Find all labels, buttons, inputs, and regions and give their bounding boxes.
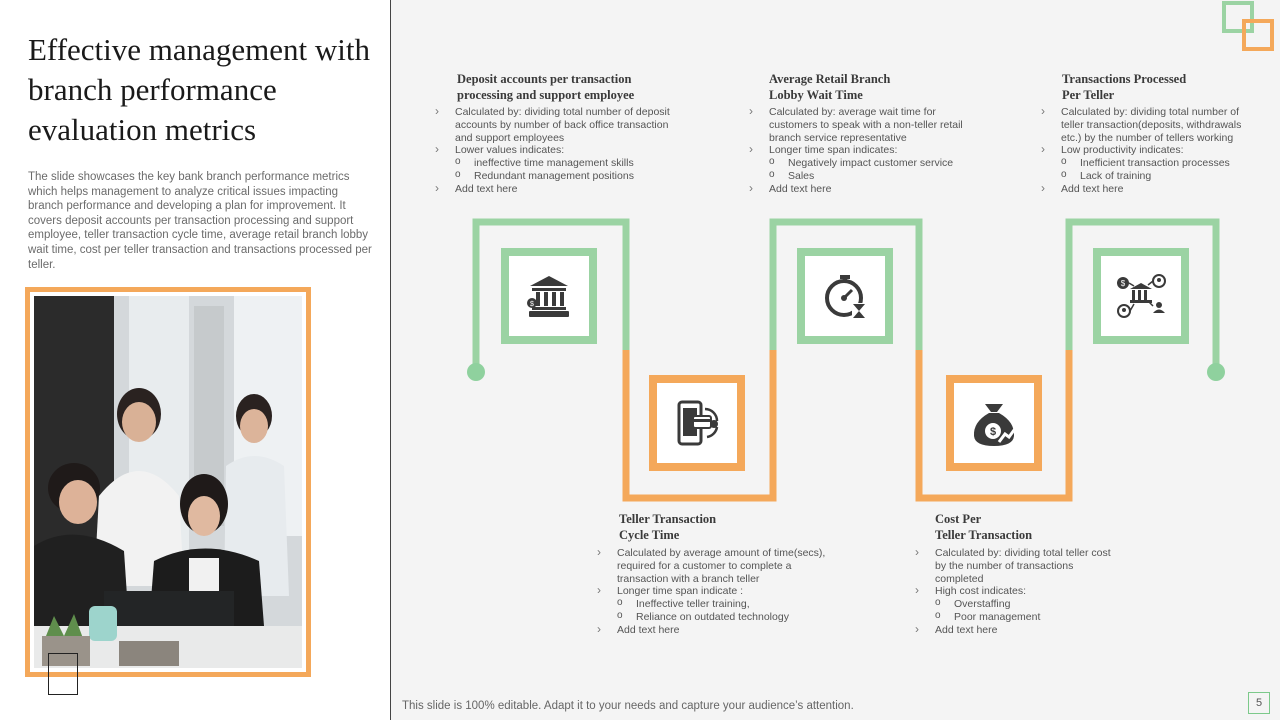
footer-note: This slide is 100% editable. Adapt it to your needs and capture your audience’s attention. (402, 700, 854, 712)
bullet: › Add text here (749, 183, 984, 196)
svg-text:$: $ (1120, 279, 1126, 288)
bullet: › Add text here (597, 624, 827, 637)
sub-bullet: o Overstaffing (935, 598, 1120, 611)
metric-heading-line2: Cycle Time (619, 528, 680, 542)
metric-heading-line2: Per Teller (1062, 88, 1115, 102)
bullet-text: Longer time span indicates: (769, 144, 898, 157)
flow-end-dot (1207, 363, 1225, 381)
metric-details-cost (915, 547, 1120, 637)
metric-heading-line2: Teller Transaction (935, 528, 1033, 542)
bullet-text: Lower values indicates: (455, 144, 565, 157)
icon-box-lobby-wait (797, 248, 893, 344)
svg-text:$: $ (989, 426, 997, 438)
bullet (915, 585, 1120, 623)
placeholder-box (48, 653, 78, 695)
slide-title: Effective management with branch performance evaluation metrics (28, 32, 371, 147)
sub-bullet: o Lack of training (1061, 170, 1261, 183)
metric-heading-line1: Cost Per (935, 512, 982, 526)
bullet-text: Low productivity indicates: (1061, 144, 1184, 157)
bullet (749, 144, 984, 182)
icon-box-teller-cycle (649, 375, 745, 471)
metric-heading-teller-cycle (619, 511, 716, 543)
sub-bullet: o Reliance on outdated technology (617, 611, 827, 624)
sub-list (1061, 157, 1261, 183)
sub-bullet: o Redundant management positions (455, 170, 685, 183)
metric-heading-cost (935, 511, 1032, 543)
metric-heading-line1: Teller Transaction (619, 512, 717, 526)
metric-details-lobby-wait (749, 106, 984, 196)
sub-bullet: o Poor management (935, 611, 1120, 624)
bullet-text: Longer time span indicate : (617, 585, 744, 598)
panel-divider (390, 0, 391, 720)
sub-bullet: o ineffective time management skills (455, 157, 685, 170)
bullet-text: High cost indicates: (935, 585, 1027, 598)
bullet (435, 144, 685, 182)
bullet: › Calculated by: dividing total number of deposit accounts by number of back office transaction and support employees (435, 106, 685, 144)
bank-network-icon (1116, 273, 1166, 319)
mobile-payment-icon (673, 399, 721, 447)
metric-details-deposit (435, 106, 685, 196)
bullet (1041, 144, 1261, 182)
sub-list (455, 157, 685, 183)
svg-text:$: $ (530, 301, 534, 308)
metric-heading-transactions (1062, 71, 1186, 103)
team-photo-illustration (34, 296, 302, 668)
money-bag-growth-icon (969, 398, 1019, 448)
sub-bullet: o Ineffective teller training, (617, 598, 827, 611)
icon-box-transactions (1093, 248, 1189, 344)
team-photo (34, 296, 302, 668)
bullet: › Calculated by average amount of time(secs), required for a customer to complete a transaction with a branch teller (597, 547, 827, 585)
metric-heading-line1: Deposit accounts per transaction (457, 72, 632, 86)
metric-heading-line1: Transactions Processed (1062, 72, 1187, 86)
corner-square-orange (1242, 19, 1274, 51)
sub-bullet: o Sales (769, 170, 984, 183)
metric-heading-line2: Lobby Wait Time (769, 88, 863, 102)
bullet: › Calculated by: dividing total teller cost by the number of transactions completed (915, 547, 1120, 585)
sub-list (617, 598, 827, 624)
team-photo-frame (25, 287, 311, 677)
metric-heading-line2: processing and support employee (457, 88, 635, 102)
icon-box-cost (946, 375, 1042, 471)
bank-icon (526, 273, 572, 319)
sub-bullet: o Inefficient transaction processes (1061, 157, 1261, 170)
page-number: 5 (1248, 692, 1270, 714)
flow-start-dot (467, 363, 485, 381)
metric-heading-lobby-wait (769, 71, 890, 103)
stopwatch-hourglass-icon (822, 273, 868, 319)
metric-details-teller-cycle (597, 547, 827, 637)
bullet (597, 585, 827, 623)
bullet: › Add text here (915, 624, 1120, 637)
sub-list (935, 598, 1120, 624)
sub-list (769, 157, 984, 183)
bullet: › Add text here (435, 183, 685, 196)
metric-heading-line1: Average Retail Branch (769, 72, 891, 86)
icon-box-deposit (501, 248, 597, 344)
bullet: › Calculated by: average wait time for customers to speak with a non-teller retail branch service representative (749, 106, 984, 144)
metric-details-transactions (1041, 106, 1261, 196)
bullet: › Add text here (1041, 183, 1261, 196)
bullet: › Calculated by: dividing total number of teller transaction(deposits, withdrawals etc.) by the number of tellers working (1041, 106, 1261, 144)
slide-description: The slide showcases the key bank branch performance metrics which helps management to analyze critical issues impacting branch performance and developing a plan for improvement. It covers deposit accounts per transaction processing and support employee, teller transaction cycle time, average retail branch lobby wait time, cost per teller transaction and transactions processed per teller. (28, 171, 372, 271)
metric-heading-deposit (457, 71, 634, 103)
sub-bullet: o Negatively impact customer service (769, 157, 984, 170)
